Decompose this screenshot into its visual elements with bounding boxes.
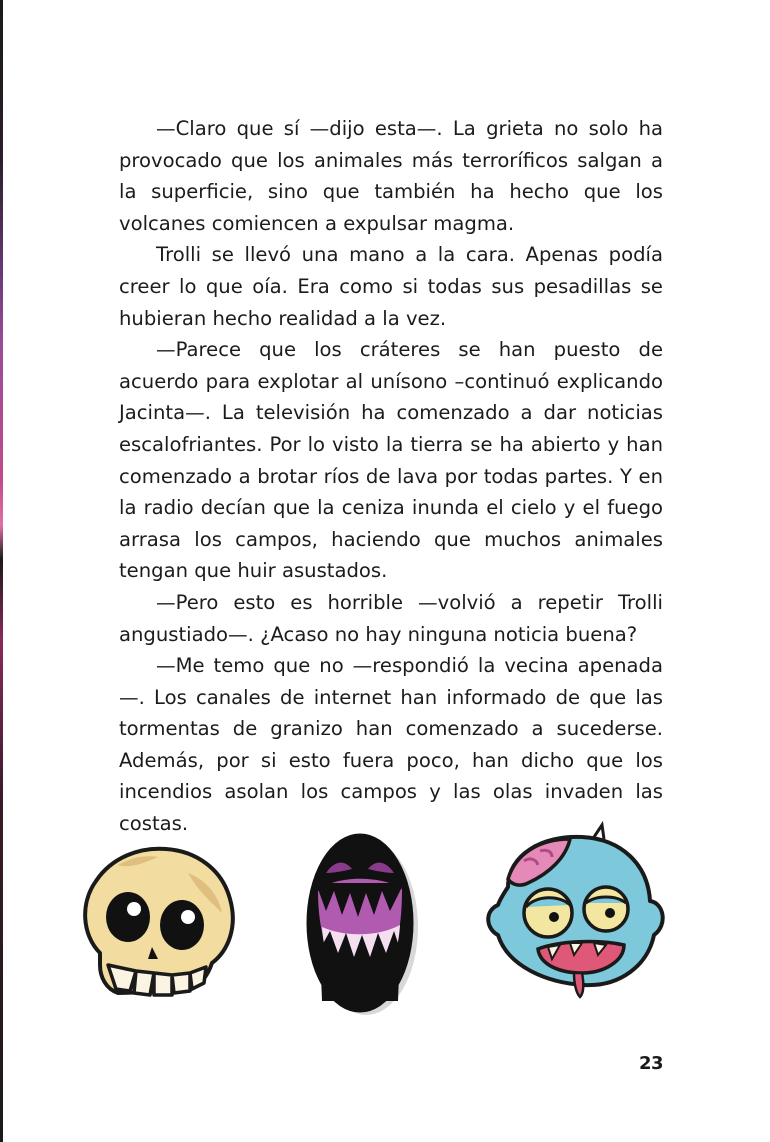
paragraph: —Me temo que no —respondió la vecina apenada—. Los canales de internet han informado de que las tormentas de granizo han comenzado a sucederse. Además, por si esto fuera poco, han dicho que los incendios asolan los campos y las olas invaden las costas. xyxy=(119,654,663,836)
skull-icon xyxy=(78,843,240,1003)
paragraph: —Pero esto es horrible —volvió a repetir Trolli angustiado—. ¿Acaso no hay ninguna noticia buena? xyxy=(119,590,663,646)
body-text xyxy=(119,113,663,840)
paragraph: —Parece que los cráteres se han puesto de acuerdo para explotar al unísono –continuó explicando Jacinta—. La televisión ha comenzado a dar noticias escalofriantes. Por lo visto la tierra se ha abierto y han comenzado a brotar ríos de lava por todas partes. Y en la radio decían que la ceniza inunda el cielo y el fuego arrasa los campos, haciendo que muchos animales tengan que huir asustados. xyxy=(119,338,663,583)
screaming-mouth-icon xyxy=(304,831,424,1021)
page-number: 23 xyxy=(638,1053,663,1074)
illustration-row xyxy=(0,815,770,1030)
zombie-head-icon xyxy=(478,817,668,1007)
paragraph: Trolli se llevó una mano a la cara. Apenas podía creer lo que oía. Era como si todas sus pesadillas se hubieran hecho realidad a la vez. xyxy=(119,243,663,330)
paragraph: —Claro que sí —dijo esta—. La grieta no solo ha provocado que los animales más terroríficos salgan a la superficie, sino que también ha hecho que los volcanes comiencen a expulsar magma. xyxy=(119,117,663,235)
